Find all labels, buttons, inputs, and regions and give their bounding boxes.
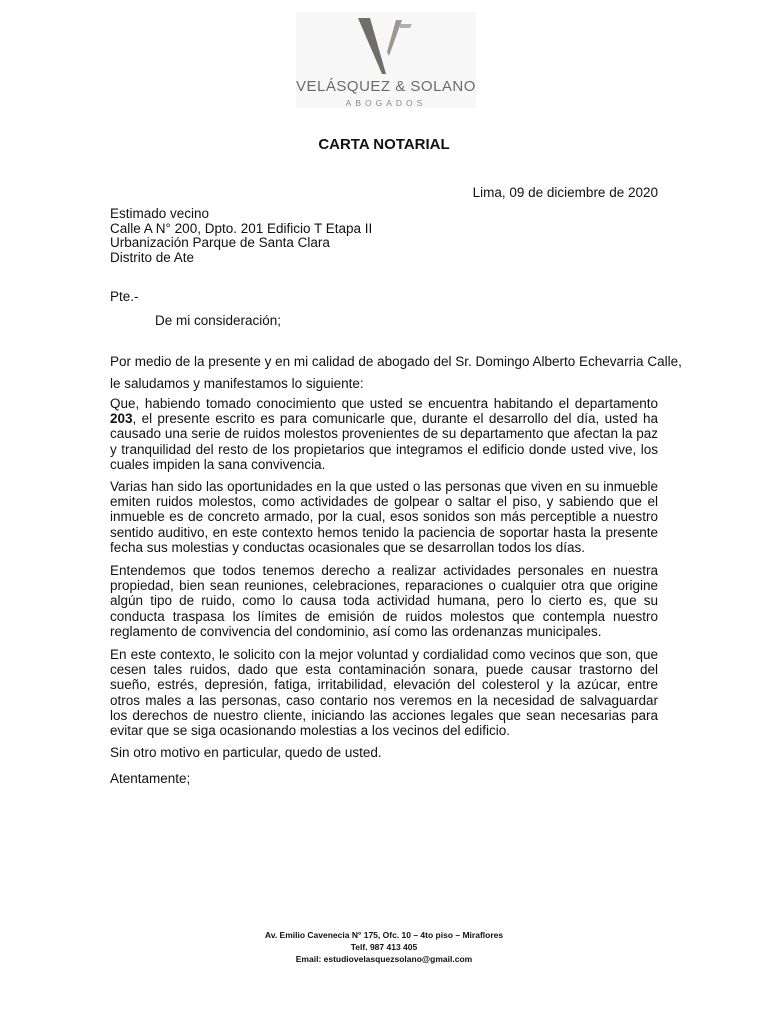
apartment-number: 203 [110, 411, 133, 427]
paragraph-1 [110, 396, 658, 472]
paragraph-text: , el presente escrito es para comunicarle que, durante el desarrollo del día, usted ha causado una serie de ruidos molestos provenientes de su departamento que afectan la paz y tranquilidad del resto de los propietarios que integramos el edificio donde usted vive, los cuales impiden la sana convivencia. [110, 411, 658, 472]
intro-line: Por medio de la presente y en mi calidad de abogado del Sr. Domingo Alberto Echevarria Calle, [110, 354, 682, 369]
vs-monogram-icon [356, 16, 414, 76]
firm-subtitle: ABOGADOS [345, 98, 427, 108]
closing-line: Atentamente; [110, 771, 191, 786]
address-line: Urbanización Parque de Santa Clara [110, 235, 330, 250]
greeting: De mi consideración; [155, 313, 282, 328]
pte-line: Pte.- [110, 289, 139, 304]
paragraph-text: Que, habiendo tomado conocimiento que usted se encuentra habitando el departamento [110, 396, 658, 411]
intro-line: le saludamos y manifestamos lo siguiente: [110, 376, 364, 391]
address-line: Calle A N° 200, Dpto. 201 Edificio T Etapa II [110, 220, 373, 236]
letterhead-footer [0, 929, 768, 965]
footer-address: Av. Emilio Cavenecia N° 175, Ofc. 10 – 4to piso – Miraflores [264, 930, 504, 940]
closing-line: Sin otro motivo en particular, quedo de usted. [110, 745, 382, 760]
letterhead-logo [296, 12, 476, 108]
footer-email: Email: estudiovelasquezsolano@gmail.com [295, 954, 473, 964]
paragraph-3: Entendemos que todos tenemos derecho a realizar actividades personales en nuestra propiedad, bien sean reuniones, celebraciones, reparaciones o cualquier otra que origine algún tipo de ruido, como lo causa toda actividad humana, pero lo cierto es, que su conducta traspasa los límites de emisión de ruidos molestos que contempla nuestro reglamento de convivencia del condominio, así como las ordenanzas municipales. [110, 563, 658, 639]
recipient-address [110, 207, 372, 265]
firm-name: VELÁSQUEZ & SOLANO [296, 78, 476, 95]
address-line: Distrito de Ate [110, 249, 195, 265]
document-title: CARTA NOTARIAL [318, 136, 450, 153]
paragraph-2: Varias han sido las oportunidades en la que usted o las personas que viven en su inmueble emiten ruidos molestos, como actividades de golpear o saltar el piso, y sabiendo que el inmueble es de concreto armado, por la cual, esos sonidos son más perceptible a nuestro sentido auditivo, en este contexto hemos tenido la paciencia de soportar hasta la presente fecha sus molestias y conductas ocasionales que se desarrollan todos los días. [110, 479, 658, 555]
address-line: Estimado vecino [110, 206, 210, 221]
letter-date: Lima, 09 de diciembre de 2020 [472, 185, 658, 200]
paragraph-4: En este contexto, le solicito con la mejor voluntad y cordialidad como vecinos que son, que cesen tales ruidos, dado que esta contaminación sonara, puede causar trastorno del sueño, estrés, depresión, fatiga, irritabilidad, elevación del colesterol y la azúcar, entre otros males a las personas, caso contario nos veremos en la necesidad de salvaguardar los derechos de nuestro cliente, iniciando las acciones legales que sean necesarias para evitar que se siga ocasionando molestias a los vecinos del edificio. [110, 647, 658, 739]
footer-phone: Telf. 987 413 405 [350, 942, 418, 952]
